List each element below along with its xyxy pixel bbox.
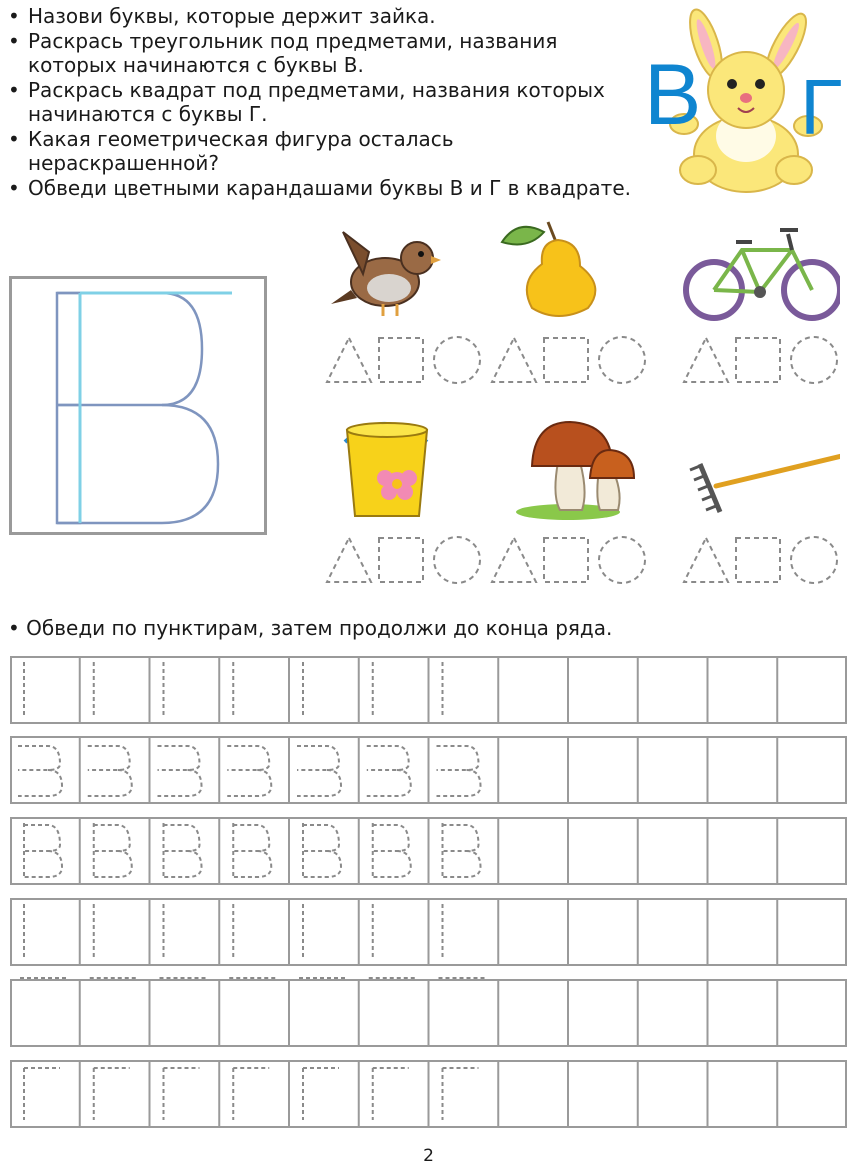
trace-row-three-shape <box>10 736 847 804</box>
instruction-3: • Раскрась квадрат под предметами, названия которых начинаются с буквы Г. <box>8 78 648 127</box>
trace-guide <box>88 746 132 796</box>
trace-guide <box>227 746 271 796</box>
trace-row-letter-g <box>10 1060 847 1128</box>
trace-guide <box>297 746 341 796</box>
trace-guide <box>367 746 411 796</box>
instruction-1: • Назови буквы, которые держит зайка. <box>8 4 648 29</box>
letter-v-g-outline <box>12 279 264 532</box>
trace-guide <box>233 823 271 877</box>
trace-guide <box>303 1068 339 1120</box>
bunny-letter-g: Г <box>800 63 843 151</box>
trace-guide <box>24 823 62 877</box>
trace-guide <box>164 1068 200 1120</box>
bunny-letter-v: В <box>644 47 702 143</box>
trace-guide <box>443 1068 479 1120</box>
instruction-2: • Раскрась треугольник под предметами, названия которых начинаются с буквы В. <box>8 29 648 78</box>
trace-guide <box>18 746 62 796</box>
trace-row-vertical-stroke <box>10 656 847 724</box>
shapes-triangle-square-circle <box>323 534 493 586</box>
trace-guide <box>158 746 202 796</box>
trace-guide <box>443 823 481 877</box>
trace-guide <box>24 1068 60 1120</box>
shapes-triangle-square-circle <box>488 534 658 586</box>
bicycle-icon <box>680 212 840 322</box>
trace-guide <box>373 1068 409 1120</box>
instructions-list <box>8 4 648 200</box>
mushrooms-icon <box>488 412 648 522</box>
page-number: 2 <box>423 1146 434 1166</box>
letter-tracing-box <box>9 276 267 535</box>
trace-guide <box>373 823 411 877</box>
shapes-triangle-square-circle <box>488 334 658 386</box>
pear-icon <box>488 212 648 322</box>
trace-guide <box>94 823 132 877</box>
rake-icon <box>680 412 840 522</box>
trace-row-vertical-stroke-with-bar <box>10 898 847 966</box>
trace-row-letter-v <box>10 817 847 885</box>
trace-instruction: • Обведи по пунктирам, затем продолжи до конца ряда. <box>8 616 612 640</box>
bunny-illustration <box>636 4 848 200</box>
shapes-triangle-square-circle <box>680 534 850 586</box>
shapes-triangle-square-circle <box>323 334 493 386</box>
shapes-triangle-square-circle <box>680 334 850 386</box>
trace-row-blank <box>10 979 847 1047</box>
instruction-5: • Обведи цветными карандашами буквы В и Г в квадрате. <box>8 176 648 201</box>
trace-guide <box>233 1068 269 1120</box>
trace-guide <box>303 823 341 877</box>
bucket-icon <box>323 412 483 522</box>
trace-guide <box>164 823 202 877</box>
sparrow-icon <box>323 212 483 322</box>
trace-guide <box>437 746 481 796</box>
instruction-4: • Какая геометрическая фигура осталась нераскрашенной? <box>8 127 648 176</box>
trace-guide <box>94 1068 130 1120</box>
